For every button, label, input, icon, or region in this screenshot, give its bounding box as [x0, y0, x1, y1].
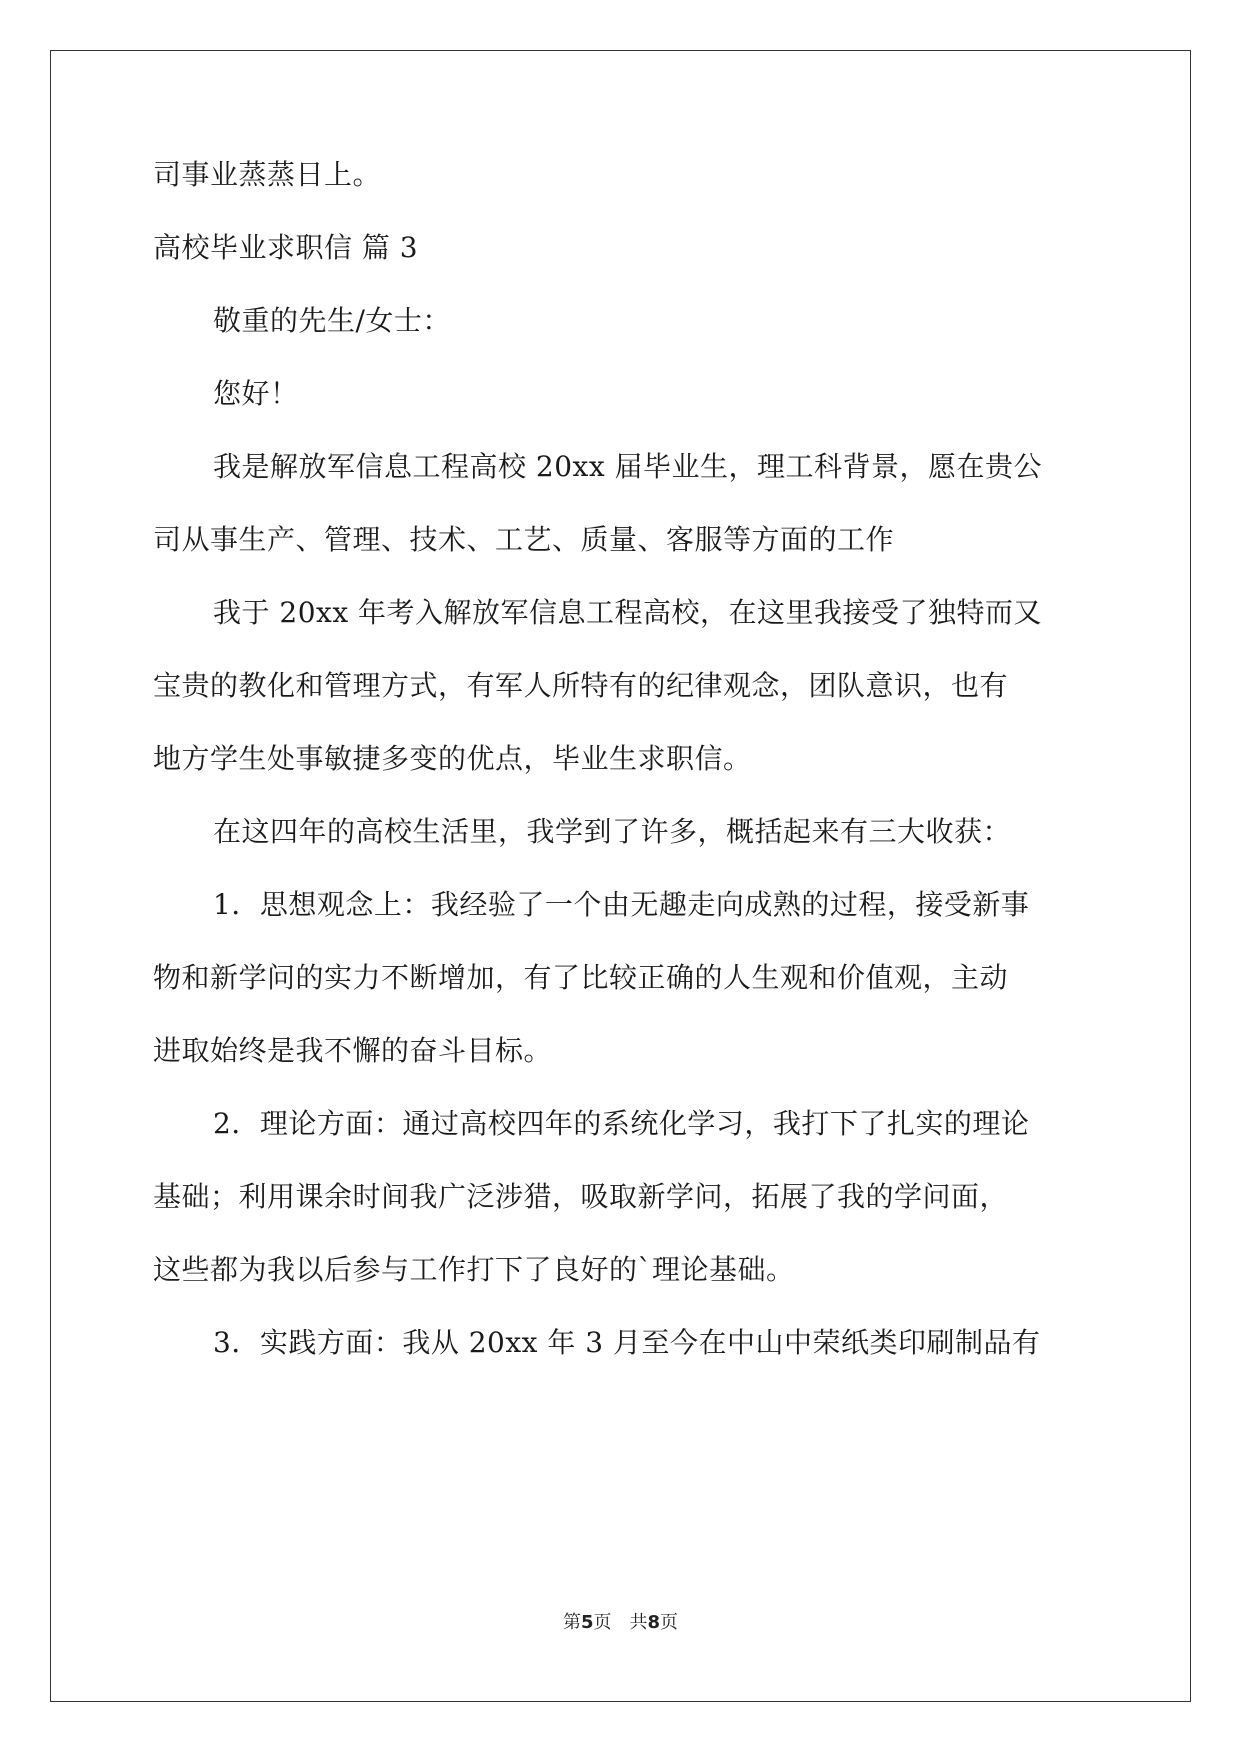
salutation: 敬重的先生/女士：	[213, 304, 451, 337]
paragraph-line: 司事业蒸蒸日上。	[153, 158, 382, 191]
total-page-number: 8	[647, 1612, 661, 1633]
footer-prefix: 第	[562, 1612, 581, 1633]
list-item-2: 2．理论方面：通过高校四年的系统化学习，我打下了扎实的理论	[213, 1107, 1030, 1140]
footer-middle: 页 共	[593, 1612, 648, 1633]
footer-suffix: 页	[660, 1612, 679, 1633]
paragraph-line: 在这四年的高校生活里，我学到了许多，概括起来有三大收获：	[213, 815, 1012, 848]
paragraph-line: 地方学生处事敏捷多变的优点，毕业生求职信。	[153, 742, 752, 775]
section-heading: 高校毕业求职信 篇 3	[153, 231, 419, 264]
paragraph-line: 我是解放军信息工程高校 20xx 届毕业生，理工科背景，愿在贵公	[213, 450, 1043, 483]
paragraph-line: 司从事生产、管理、技术、工艺、质量、客服等方面的工作	[153, 523, 895, 556]
page-border	[50, 50, 1191, 1702]
paragraph-line: 物和新学问的实力不断增加，有了比较正确的人生观和价值观，主动	[153, 961, 1009, 994]
paragraph-line: 这些都为我以后参与工作打下了良好的`理论基础。	[153, 1253, 795, 1286]
page-footer	[0, 1611, 1241, 1635]
greeting: 您好！	[213, 377, 299, 410]
paragraph-line: 宝贵的教化和管理方式，有军人所特有的纪律观念，团队意识，也有	[153, 669, 1009, 702]
paragraph-line: 我于 20xx 年考入解放军信息工程高校，在这里我接受了独特而又	[213, 596, 1043, 629]
paragraph-line: 进取始终是我不懈的奋斗目标。	[153, 1034, 553, 1067]
current-page-number: 5	[580, 1612, 594, 1633]
paragraph-line: 基础；利用课余时间我广泛涉猎，吸取新学问，拓展了我的学问面，	[153, 1180, 1009, 1213]
list-item-3: 3．实践方面：我从 20xx 年 3 月至今在中山中荣纸类印刷制品有	[213, 1326, 1041, 1359]
list-item-1: 1．思想观念上：我经验了一个由无趣走向成熟的过程，接受新事	[213, 888, 1030, 921]
